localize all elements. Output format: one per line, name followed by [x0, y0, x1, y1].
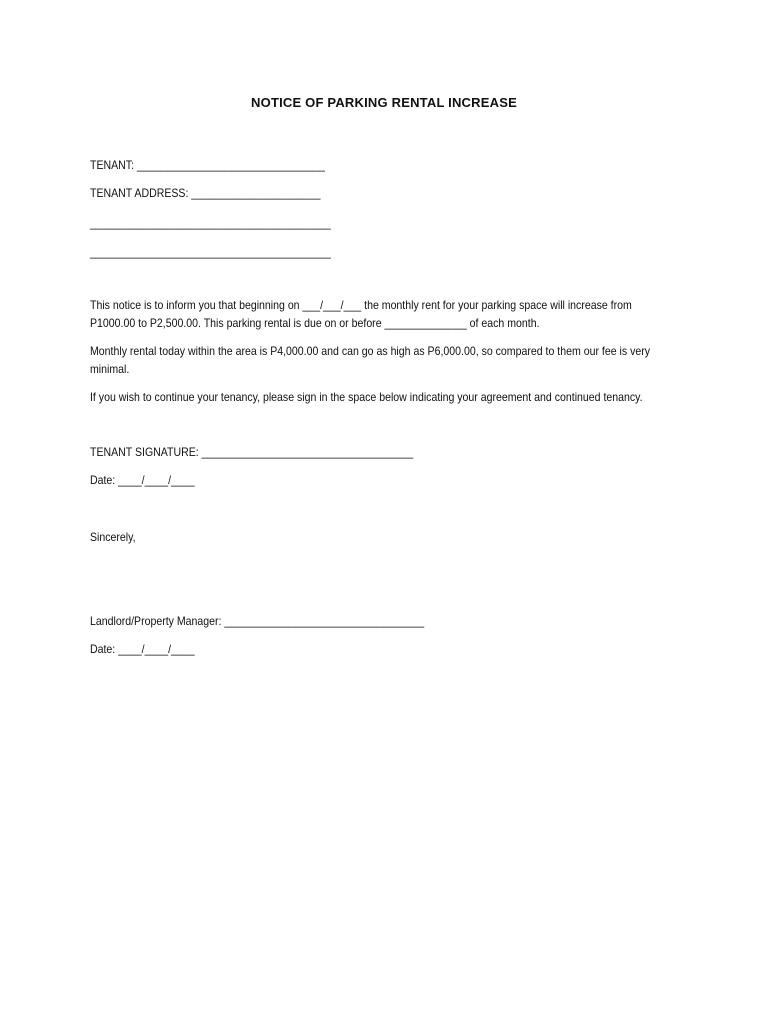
continue-tenancy-paragraph: If you wish to continue your tenancy, please sign in the space below indicating your agreement and continued tenancy.: [90, 390, 643, 404]
landlord-date-field: Date: ____/____/____: [90, 642, 195, 656]
document-title: NOTICE OF PARKING RENTAL INCREASE: [251, 95, 517, 110]
address-blank-line-2: _________________________________________: [90, 245, 331, 259]
address-blank-line-1: _________________________________________: [90, 216, 331, 230]
tenant-date-field: Date: ____/____/____: [90, 473, 195, 487]
landlord-signature-field: Landlord/Property Manager: __________________________________: [90, 614, 425, 628]
closing-text: Sincerely,: [90, 530, 136, 544]
notice-paragraph: This notice is to inform you that beginning on ___/___/___ the monthly rent for your parking space will increase from P1000.00 to P2,500.00. This parking rental is due on or before ______________ of each month.: [90, 298, 632, 330]
tenant-signature-field: TENANT SIGNATURE: ____________________________________: [90, 445, 414, 459]
tenant-field: TENANT: ________________________________: [90, 158, 325, 172]
area-rental-paragraph: Monthly rental today within the area is P4,000.00 and can go as high as P6,000.00, so compared to them our fee is very minimal.: [90, 344, 651, 376]
tenant-address-field: TENANT ADDRESS: ______________________: [90, 186, 321, 200]
